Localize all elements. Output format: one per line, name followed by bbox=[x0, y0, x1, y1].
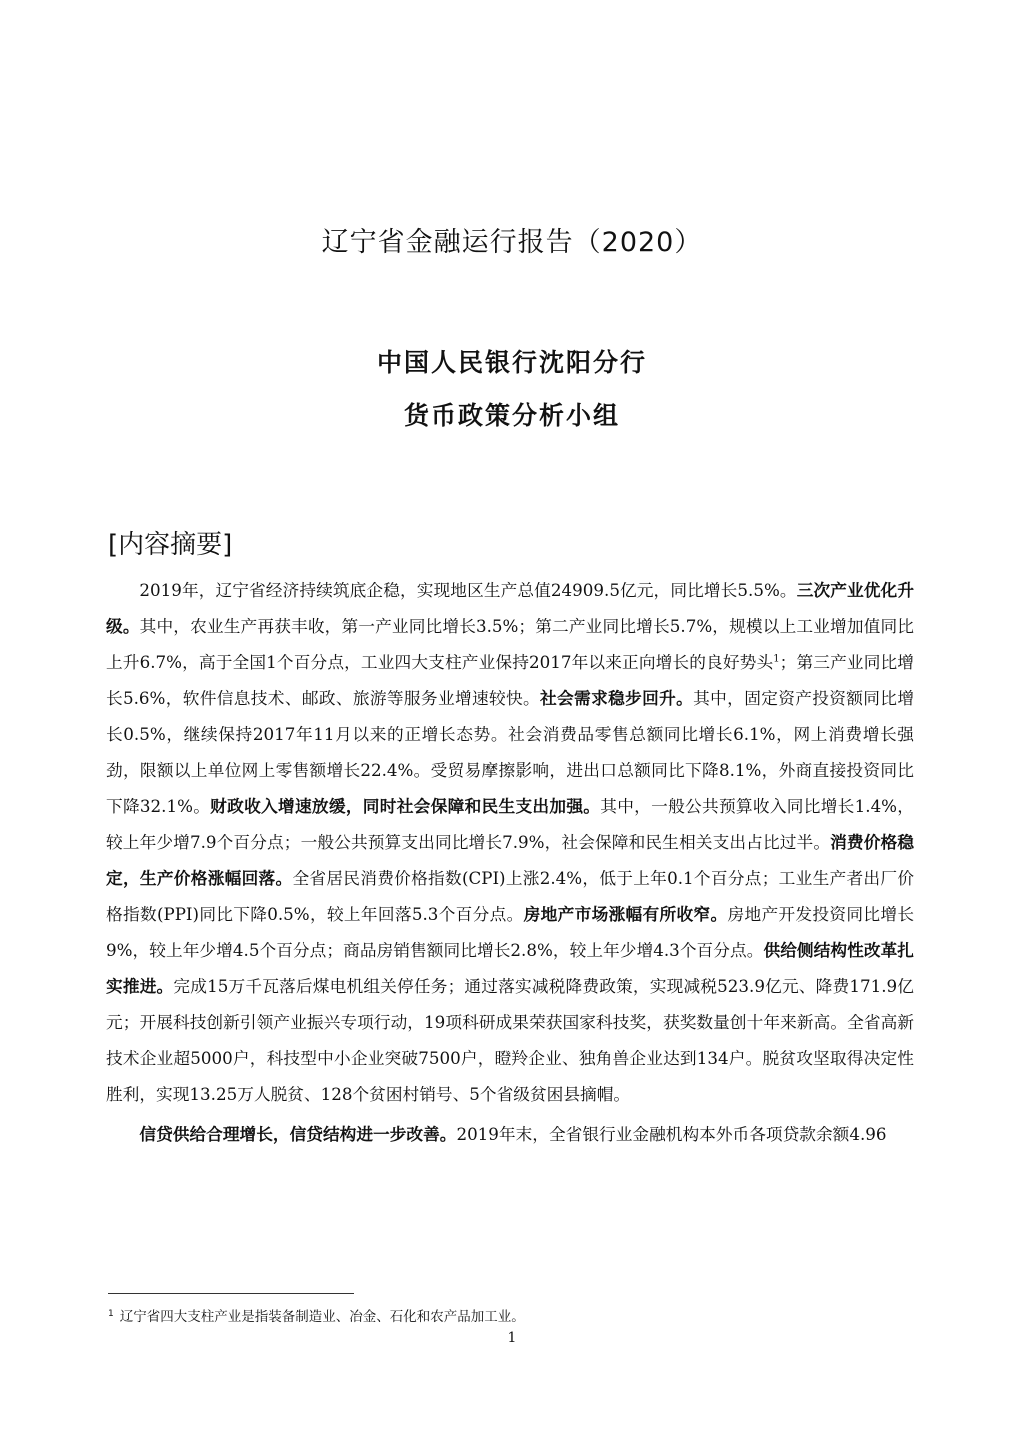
footnote bbox=[108, 1305, 525, 1325]
paragraph-text: 全省居民消费价格指数(CPI)上涨2.4%，低于上年0.1个百分点；工业生产者出厂价格指数(PPI)同比下降0.5%，较上年回落5.3个百分点。 bbox=[106, 868, 915, 924]
author-organization: 中国人民银行沈阳分行 bbox=[376, 348, 647, 377]
footnote-text: 辽宁省四大支柱产业是指装备制造业、冶金、石化和农产品加工业。 bbox=[119, 1309, 525, 1325]
key-point-heading: 三次产业优化升级。 bbox=[106, 580, 915, 636]
paragraph-text: 2019年末，全省银行业金融机构本外币各项贷款余额4.96 bbox=[456, 1124, 887, 1144]
paragraph-text: 2019年，辽宁省经济持续筑底企稳，实现地区生产总值24909.5亿元，同比增长5.5%。 bbox=[139, 580, 797, 600]
report-title: 辽宁省金融运行报告（2020） bbox=[321, 227, 703, 258]
key-point-heading: 供给侧结构性改革扎实推进。 bbox=[106, 940, 914, 996]
author-group: 货币政策分析小组 bbox=[403, 401, 620, 430]
summary-body bbox=[106, 572, 914, 1156]
section-heading-summary: [内容摘要] bbox=[108, 530, 233, 560]
paragraph-text: 其中，一般公共预算收入同比增长1.4%，较上年少增7.9个百分点；一般公共预算支出同比增长7.9%，社会保障和民生相关支出占比过半。 bbox=[106, 796, 914, 852]
summary-paragraph bbox=[106, 1116, 914, 1152]
paragraph-text: ；第三产业同比增长5.6%，软件信息技术、邮政、旅游等服务业增速较快。 bbox=[106, 652, 914, 708]
paragraph-text: 其中，固定资产投资额同比增长0.5%，继续保持2017年11月以来的正增长态势。社会消费品零售总额同比增长6.1%，网上消费增长强劲，限额以上单位网上零售额增长22.4%。受贸易摩擦影响，进出口总额同比下降8.1%，外商直接投资同比下降32.1%。 bbox=[106, 688, 915, 816]
footnote-marker: 1 bbox=[108, 1308, 114, 1319]
key-point-heading: 财政收入增速放缓，同时社会保障和民生支出加强。 bbox=[210, 796, 601, 816]
key-point-heading: 信贷供给合理增长，信贷结构进一步改善。 bbox=[139, 1124, 457, 1144]
paragraph-text: 房地产开发投资同比增长9%，较上年少增4.5个百分点；商品房销售额同比增长2.8%，较上年少增4.3个百分点。 bbox=[106, 904, 915, 960]
footnote-divider bbox=[108, 1293, 354, 1294]
key-point-heading: 消费价格稳定，生产价格涨幅回落。 bbox=[106, 832, 915, 888]
footnote-reference[interactable]: 1 bbox=[773, 653, 780, 665]
page-number: 1 bbox=[507, 1330, 517, 1346]
paragraph-text: 完成15万千瓦落后煤电机组关停任务；通过落实减税降费政策，实现减税523.9亿元、降费171.9亿元；开展科技创新引领产业振兴专项行动，19项科研成果荣获国家科技奖，获奖数量创十年来新高。全省高新技术企业超5000户，科技型中小企业突破7500户，瞪羚企业、独角兽企业达到134户。脱贫攻坚取得决定性胜利，实现13.25万人脱贫、128个贫困村销号、5个省级贫困县摘帽。 bbox=[106, 976, 914, 1104]
key-point-heading: 房地产市场涨幅有所收窄。 bbox=[523, 904, 728, 924]
paragraph-text: 其中，农业生产再获丰收，第一产业同比增长3.5%；第二产业同比增长5.7%，规模以上工业增加值同比上升6.7%，高于全国1个百分点，工业四大支柱产业保持2017年以来正向增长的良好势头 bbox=[106, 616, 914, 672]
summary-paragraph bbox=[106, 572, 914, 1112]
key-point-heading: 社会需求稳步回升。 bbox=[540, 688, 694, 708]
